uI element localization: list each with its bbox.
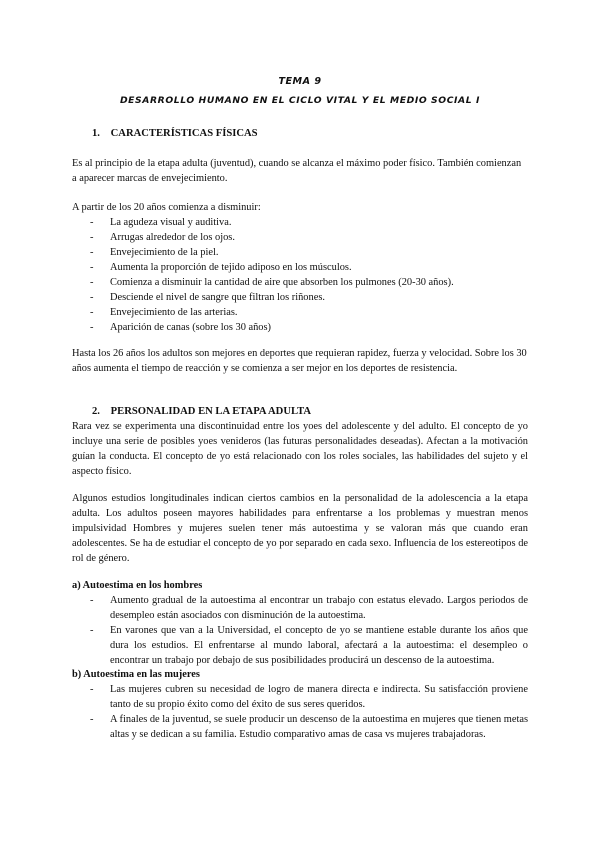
list-item: - Aparición de canas (sobre los 30 años) — [90, 320, 528, 335]
topic-title: TEMA 9 — [278, 76, 322, 87]
section-1-title: CARACTERÍSTICAS FÍSICAS — [110, 128, 258, 139]
section-1-closing: Hasta los 26 años los adultos son mejores en deportes que requieran rapidez, fuerza y velocidad. Sobre los 30 años aumenta el tiempo de reacción y se comienza a ser mejor en los deportes de resistencia. — [72, 348, 527, 374]
section-2-title: PERSONALIDAD EN LA ETAPA ADULTA — [110, 406, 311, 417]
section-2-number: 2. — [92, 406, 100, 417]
section-2-paragraph-1: Rara vez se experimenta una discontinuidad entre los yoes del adolescente y del adulto. El concepto de yo incluye una serie de posibles yoes venideros (las futuras personalidades deseadas). Afectan a la motivación guían la conducta. El concepto de yo está relacionado con los roles sociales, las habilidades del sujeto y el aspecto físico. — [72, 421, 528, 477]
section-1-list-intro: A partir de los 20 años comienza a disminuir: — [72, 202, 261, 213]
list-item: - La agudeza visual y auditiva. — [90, 215, 528, 230]
section-1-intro: Es al principio de la etapa adulta (juventud), cuando se alcanza el máximo poder físico. También comienzan a aparecer marcas de envejecimiento. — [72, 158, 522, 184]
list-item: - Arrugas alrededor de los ojos. — [90, 230, 528, 245]
list-item: - A finales de la juventud, se suele producir un descenso de la autoestima en mujeres que tienen metas altas y se dedican a su familia. Estudio comparativo amas de casa vs mujeres trabajadoras. — [90, 712, 528, 742]
section-2-paragraph-2: Algunos estudios longitudinales indican ciertos cambios en la personalidad de la adolescencia a la etapa adulta. Los adultos poseen mayores habilidades para enfrentarse a los problemas y muestran menos impulsividad Hombres y mujeres suelen tener más autoestima y se valoran más que cuando eran adolescentes. Se ha de estudiar el concepto de yo por separado en cada sexo. Influencia de los estereotipos de rol de género. — [72, 493, 528, 564]
subsection-a-title: a) Autoestima en los hombres — [72, 580, 203, 591]
section-2-heading — [92, 404, 311, 419]
section-1-number: 1. — [92, 128, 100, 139]
list-item: - En varones que van a la Universidad, el concepto de yo se mantiene estable durante los años que dura los estudios. El enfrentarse al mundo laboral, afectará a la autoestima: el desempleo o encontrar un trabajo por debajo de sus posibilidades producirá un descenso de la autoestima. — [90, 623, 528, 668]
physical-changes-list — [90, 215, 528, 335]
list-item: - Envejecimiento de la piel. — [90, 245, 528, 260]
men-self-esteem-list — [90, 593, 528, 668]
list-item: - Aumento gradual de la autoestima al encontrar un trabajo con estatus elevado. Largos periodos de desempleo están asociados con disminución de la autoestima. — [90, 593, 528, 623]
list-item: - Las mujeres cubren su necesidad de logro de manera directa e indirecta. Su satisfacción proviene tanto de su propio éxito como del éxito de sus seres queridos. — [90, 682, 528, 712]
list-item: - Desciende el nivel de sangre que filtran los riñones. — [90, 290, 528, 305]
topic-subtitle: DESARROLLO HUMANO EN EL CICLO VITAL Y EL MEDIO SOCIAL I — [119, 95, 481, 106]
women-self-esteem-list — [90, 682, 528, 742]
list-item: - Aumenta la proporción de tejido adiposo en los músculos. — [90, 260, 528, 275]
section-1-heading — [92, 126, 258, 141]
list-item: - Envejecimiento de las arterias. — [90, 305, 528, 320]
list-item: - Comienza a disminuir la cantidad de aire que absorben los pulmones (20-30 años). — [90, 275, 528, 290]
subsection-b-title: b) Autoestima en las mujeres — [72, 669, 200, 680]
